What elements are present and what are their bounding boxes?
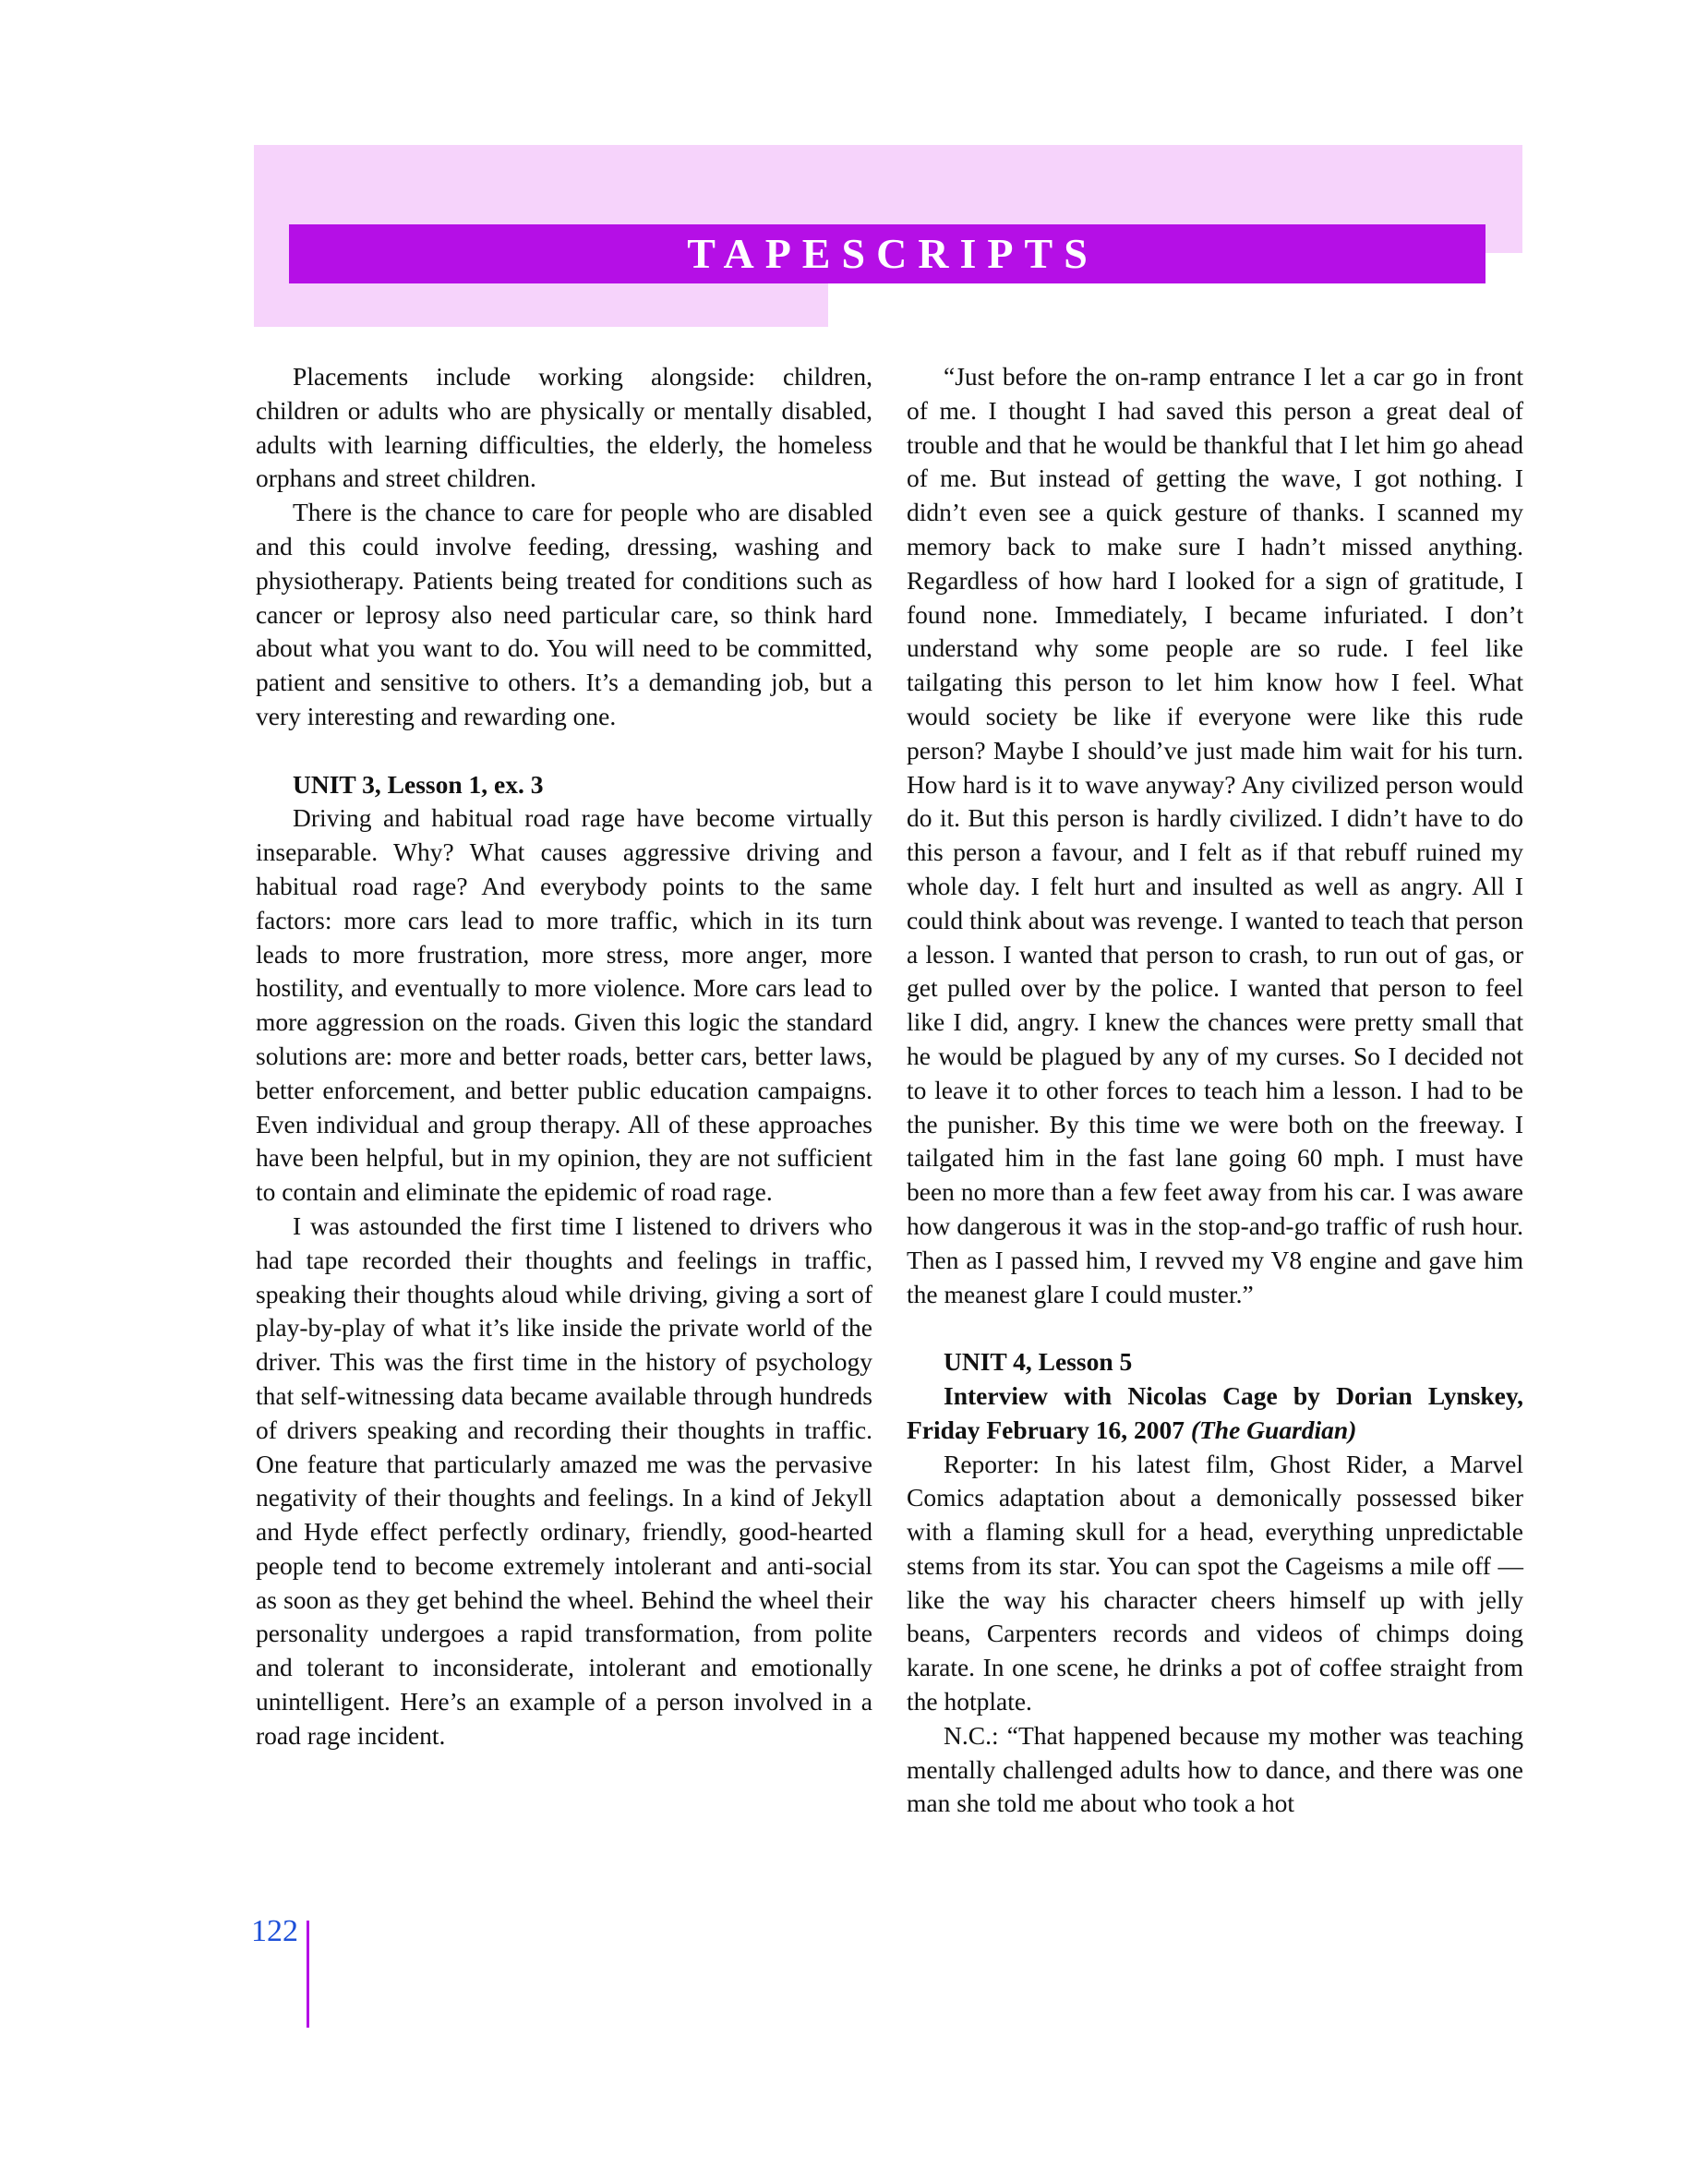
interview-source: (The Guardian) bbox=[1190, 1415, 1357, 1444]
paragraph-care: There is the chance to care for people who are disabled and this could involve feeding, dressing, washing and physiotherapy. Patients being treated for conditions such as cancer or leprosy also need particular care, so think hard about what you want to do. You will need to be committed, patient and sensitive to others. It’s a demanding job, but a very interesting and rewarding one. bbox=[256, 498, 872, 730]
header-bar bbox=[289, 224, 1485, 283]
paragraph-road-rage: Driving and habitual road rage have become virtually inseparable. Why? What causes aggressive driving and habitual road rage? And everybody points to the same factors: more cars lead to more traffic, which in its turn leads to more frustration, more stress, more anger, more hostility, and eventually to more violence. More cars lead to more aggression on the roads. Given this logic the standard solutions are: more and better roads, better cars, better laws, better enforcement, and better public education campaigns. Even individual and group therapy. All of these approaches have been helpful, but in my opinion, they are not sufficient to contain and eliminate the epidemic of road rage. bbox=[256, 803, 872, 1207]
right-column bbox=[907, 360, 1523, 1821]
interview-title: Interview with Nicolas Cage by Dorian Lynskey, Friday February 16, 2007 bbox=[907, 1380, 1523, 1444]
paragraph-gap bbox=[256, 734, 872, 768]
unit3-heading: UNIT 3, Lesson 1, ex. 3 bbox=[293, 769, 544, 799]
left-column bbox=[256, 360, 872, 1753]
paragraph-on-ramp: “Just before the on-ramp entrance I let a car go in front of me. I thought I had saved this person a great deal of trouble and that he would be thankful that I let him go ahead of me. But instead of getting the wave, I got nothing. I didn’t even see a quick gesture of thanks. I scanned my memory back to make sure I hadn’t missed anything. Regardless of how hard I looked for a sign of gratitude, I found none. Immediately, I became infuriated. I don’t understand why some people are so rude. I feel like tailgating this person to let him know how I feel. What would society be like if everyone were like this rude person? Maybe I should’ve just made him wait for his turn. How hard is it to wave anyway? Any civilized person would do it. But this person is hardly civilized. I didn’t have to do this person a favour, and I felt as if that rebuff ruined my whole day. I felt hurt and insulted as well as angry. All I could think about was revenge. I wanted to teach that person a lesson. I wanted that person to crash, to run out of gas, or get pulled over by the police. I wanted that person to feel like I did, angry. I knew the chances were pretty small that he would be plagued by any of my curses. So I decided not to leave it to other forces to teach him a lesson. I had to be the punisher. By this time we were both on the freeway. I tailgated him in the fast lane going 60 mph. I must have been no more than a few feet away from his car. I was aware how dangerous it was in the stop-and-go traffic of rush hour. Then as I passed him, I revved my V8 engine and gave him the meanest glare I could muster.” bbox=[907, 362, 1523, 1308]
paragraph-gap bbox=[907, 1311, 1523, 1345]
interview-heading bbox=[907, 1379, 1523, 1448]
page-number-rule bbox=[307, 1921, 309, 2028]
page-number: 122 bbox=[251, 1914, 298, 1948]
paragraph-placements: Placements include working alongside: children, children or adults who are physically or mentally disabled, adults with learning difficulties, the elderly, the homeless orphans and street children. bbox=[256, 362, 872, 493]
paragraph-reporter: Reporter: In his latest film, Ghost Rider, a Marvel Comics adaptation about a demonically possessed biker with a flaming skull for a head, everything unpredictable stems from its star. You can spot the Cageisms a mile off — like the way his character cheers himself up with jelly beans, Carpenters records and videos of chimps doing karate. In one scene, he drinks a pot of coffee straight from the hotplate. bbox=[907, 1449, 1523, 1716]
paragraph-astounded: I was astounded the first time I listened to drivers who had tape recorded their thoughts and feelings in traffic, speaking their thoughts aloud while driving, giving a sort of play-by-play of what it’s like inside the private world of the driver. This was the first time in the history of psychology that self-witnessing data became available through hundreds of drivers speaking and recording their thoughts in traffic. One feature that particularly amazed me was the pervasive negativity of their thoughts and feelings. In a kind of Jekyll and Hyde effect perfectly ordinary, friendly, good-hearted people tend to become extremely intolerant and anti-social as soon as they get behind the wheel. Behind the wheel their personality undergoes a rapid transformation, from polite and tolerant to inconsiderate, intolerant and emotionally unintelligent. Here’s an example of a person involved in a road rage incident. bbox=[256, 1210, 872, 1750]
paragraph-nc: N.C.: “That happened because my mother was teaching mentally challenged adults how to dance, and there was one man she told me about who took a hot bbox=[907, 1720, 1523, 1818]
unit4-heading: UNIT 4, Lesson 5 bbox=[944, 1347, 1133, 1377]
page-title: TAPESCRIPTS bbox=[687, 230, 1099, 277]
